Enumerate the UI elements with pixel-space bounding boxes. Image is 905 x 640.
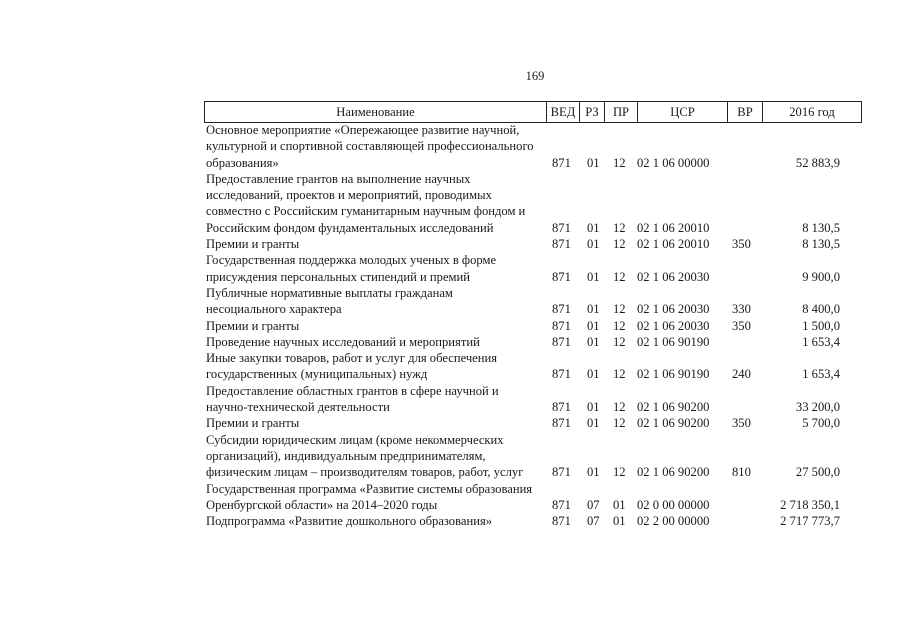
row-csr: 02 1 06 00000 — [637, 155, 710, 170]
row-sum: 8 400,0 — [802, 302, 840, 317]
row-name-line: физическим лицам – производителям товаров, работ, услуг — [206, 465, 524, 480]
row-sum: 5 700,0 — [802, 416, 840, 431]
table-row — [206, 513, 866, 529]
table-row — [206, 318, 866, 334]
row-csr: 02 1 06 20030 — [637, 269, 710, 284]
row-ved: 871 — [552, 334, 571, 349]
table-row — [206, 415, 866, 431]
row-name-line: научно-технической деятельности — [206, 400, 390, 415]
table-row — [206, 432, 866, 481]
row-sum: 1 653,4 — [802, 334, 840, 349]
row-ved: 871 — [552, 465, 571, 480]
row-sum: 52 883,9 — [795, 155, 840, 170]
row-pr: 12 — [613, 318, 626, 333]
row-name-line: образования» — [206, 155, 279, 170]
header-year: 2016 год — [763, 102, 862, 122]
row-ved: 871 — [552, 237, 571, 252]
row-codes — [206, 415, 866, 431]
row-ved: 871 — [552, 302, 571, 317]
header-vr: ВР — [728, 102, 763, 122]
row-rz: 01 — [587, 155, 600, 170]
row-codes — [206, 155, 866, 171]
row-name-line: Проведение научных исследований и мероприятий — [206, 334, 480, 349]
row-pr: 12 — [613, 334, 626, 349]
header-ved: ВЕД — [547, 102, 580, 122]
row-pr: 12 — [613, 400, 626, 415]
row-vr: 240 — [732, 367, 751, 382]
row-sum: 9 900,0 — [802, 269, 840, 284]
row-name-line: Премии и гранты — [206, 318, 300, 333]
row-codes — [206, 513, 866, 529]
row-csr: 02 2 00 00000 — [637, 514, 710, 529]
row-rz: 01 — [587, 237, 600, 252]
row-name-line: Предоставление грантов на выполнение научных — [206, 171, 471, 186]
row-codes — [206, 366, 866, 382]
table-header — [204, 101, 862, 123]
row-pr: 12 — [613, 367, 626, 382]
table-row — [206, 350, 866, 383]
row-csr: 02 1 06 90200 — [637, 416, 710, 431]
row-vr: 350 — [732, 318, 751, 333]
row-name-line: культурной и спортивной составляющей профессионального — [206, 139, 534, 154]
header-rz: РЗ — [580, 102, 605, 122]
row-name-line: Российским фондом фундаментальных исследований — [206, 220, 494, 235]
row-vr: 810 — [732, 465, 751, 480]
row-csr: 02 1 06 90200 — [637, 465, 710, 480]
row-sum: 8 130,5 — [802, 237, 840, 252]
header-csr: ЦСР — [638, 102, 728, 122]
row-vr: 330 — [732, 302, 751, 317]
table-row — [206, 334, 866, 350]
row-sum: 1 653,4 — [802, 367, 840, 382]
row-ved: 871 — [552, 514, 571, 529]
row-csr: 02 1 06 20030 — [637, 302, 710, 317]
row-codes — [206, 301, 866, 317]
table-row — [206, 285, 866, 318]
row-pr: 12 — [613, 302, 626, 317]
row-csr: 02 1 06 20010 — [637, 220, 710, 235]
row-name-line: Публичные нормативные выплаты гражданам — [206, 285, 453, 300]
row-csr: 02 1 06 20030 — [637, 318, 710, 333]
row-rz: 01 — [587, 269, 600, 284]
row-ved: 871 — [552, 416, 571, 431]
row-rz: 07 — [587, 497, 600, 512]
row-sum: 33 200,0 — [795, 400, 840, 415]
row-csr: 02 0 00 00000 — [637, 497, 710, 512]
table-row — [206, 481, 866, 514]
row-rz: 01 — [587, 334, 600, 349]
row-csr: 02 1 06 90190 — [637, 367, 710, 382]
row-sum: 27 500,0 — [795, 465, 840, 480]
row-rz: 01 — [587, 302, 600, 317]
row-rz: 01 — [587, 416, 600, 431]
row-ved: 871 — [552, 497, 571, 512]
row-sum: 2 718 350,1 — [780, 497, 840, 512]
row-name-line: Предоставление областных грантов в сфере научной и — [206, 383, 499, 398]
row-rz: 01 — [587, 367, 600, 382]
row-pr: 12 — [613, 465, 626, 480]
row-ved: 871 — [552, 400, 571, 415]
row-codes — [206, 236, 866, 252]
row-name-line: Подпрограмма «Развитие дошкольного образования» — [206, 514, 493, 529]
row-name-line: Иные закупки товаров, работ и услуг для обеспечения — [206, 351, 498, 366]
row-name-line: Оренбургской области» на 2014–2020 годы — [206, 497, 438, 512]
row-codes — [206, 269, 866, 285]
row-rz: 01 — [587, 318, 600, 333]
row-rz: 01 — [587, 400, 600, 415]
row-name-line: Премии и гранты — [206, 237, 300, 252]
table-row — [206, 171, 866, 236]
row-ved: 871 — [552, 155, 571, 170]
row-ved: 871 — [552, 318, 571, 333]
header-name: Наименование — [205, 102, 547, 122]
row-ved: 871 — [552, 220, 571, 235]
table-row — [206, 236, 866, 252]
row-sum: 2 717 773,7 — [780, 514, 840, 529]
row-name-line: исследований, проектов и мероприятий, проводимых — [206, 188, 492, 203]
row-rz: 07 — [587, 514, 600, 529]
row-pr: 01 — [613, 514, 626, 529]
row-vr: 350 — [732, 237, 751, 252]
row-name-line: несоциального характера — [206, 302, 342, 317]
row-name-line: организаций), индивидуальным предпринимателям, — [206, 448, 486, 463]
header-pr: ПР — [605, 102, 638, 122]
row-pr: 12 — [613, 269, 626, 284]
page-number: 169 — [525, 69, 545, 83]
table-row — [206, 122, 866, 171]
row-rz: 01 — [587, 465, 600, 480]
row-name-line: совместно с Российским гуманитарным научным фондом и — [206, 204, 526, 219]
table-row — [206, 252, 866, 285]
row-codes — [206, 318, 866, 334]
row-codes — [206, 220, 866, 236]
row-name-line: присуждения персональных стипендий и премий — [206, 269, 470, 284]
row-name-line: Субсидии юридическим лицам (кроме некоммерческих — [206, 432, 504, 447]
table-body — [206, 122, 866, 529]
row-csr: 02 1 06 90200 — [637, 400, 710, 415]
row-csr: 02 1 06 20010 — [637, 237, 710, 252]
row-ved: 871 — [552, 367, 571, 382]
row-vr: 350 — [732, 416, 751, 431]
row-codes — [206, 334, 866, 350]
row-pr: 01 — [613, 497, 626, 512]
row-csr: 02 1 06 90190 — [637, 334, 710, 349]
row-name-line: Государственная программа «Развитие системы образования — [206, 481, 533, 496]
row-sum: 1 500,0 — [802, 318, 840, 333]
row-pr: 12 — [613, 155, 626, 170]
row-pr: 12 — [613, 237, 626, 252]
table-row — [206, 383, 866, 416]
row-rz: 01 — [587, 220, 600, 235]
row-codes — [206, 399, 866, 415]
row-ved: 871 — [552, 269, 571, 284]
row-pr: 12 — [613, 220, 626, 235]
row-name-line: Премии и гранты — [206, 416, 300, 431]
row-name-line: Основное мероприятие «Опережающее развитие научной, — [206, 123, 520, 137]
row-codes — [206, 497, 866, 513]
row-pr: 12 — [613, 416, 626, 431]
row-codes — [206, 464, 866, 480]
row-name-line: Государственная поддержка молодых ученых в форме — [206, 253, 497, 268]
row-name-line: государственных (муниципальных) нужд — [206, 367, 428, 382]
row-sum: 8 130,5 — [802, 220, 840, 235]
